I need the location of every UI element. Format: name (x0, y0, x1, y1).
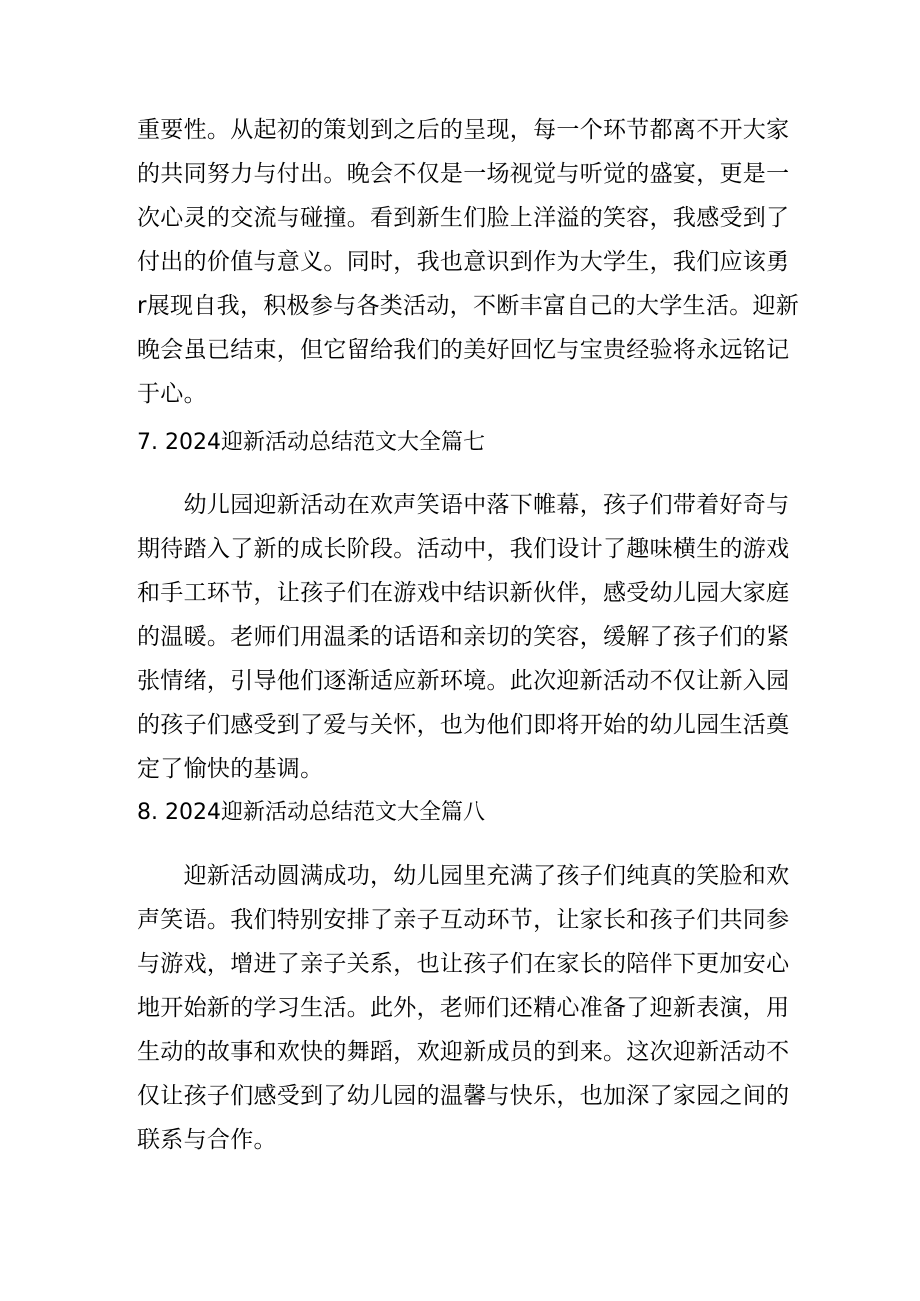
paragraph-line: 迎新活动圆满成功，幼儿园里充满了孩子们纯真的笑脸和欢 (137, 863, 790, 889)
paragraph-line: 晚会虽已结束，但它留给我们的美好回忆与宝贵经验将永远铭记 (137, 337, 790, 363)
paragraph-line: 生动的故事和欢快的舞蹈，欢迎新成员的到来。这次迎新活动不 (137, 1039, 790, 1065)
paragraph-line: 重要性。从起初的策划到之后的呈现，每一个环节都离不开大家 (137, 117, 790, 143)
continuation-paragraph (137, 108, 800, 416)
paragraph-line: 于心。 (137, 381, 207, 407)
section-7-heading: 7. 2024迎新活动总结范文大全篇七 (137, 430, 485, 455)
paragraph-line: 期待踏入了新的成长阶段。活动中，我们设计了趣味横生的游戏 (137, 536, 790, 562)
paragraph-line: 的孩子们感受到了爱与关怀，也为他们即将开始的幼儿园生活奠 (137, 712, 790, 738)
paragraph-line: 声笑语。我们特别安排了亲子互动环节，让家长和孩子们共同参 (137, 907, 790, 933)
paragraph-line: 次心灵的交流与碰撞。看到新生们脸上洋溢的笑容，我感受到了 (137, 205, 790, 231)
paragraph-line: 地开始新的学习生活。此外，老师们还精心准备了迎新表演，用 (137, 995, 790, 1021)
paragraph-line: 付出的价值与意义。同时，我也意识到作为大学生，我们应该勇 (137, 249, 790, 275)
paragraph-line: 的温暖。老师们用温柔的话语和亲切的笑容，缓解了孩子们的紧 (137, 624, 790, 650)
paragraph-line: 联系与合作。 (137, 1127, 277, 1153)
paragraph-line: 与游戏，增进了亲子关系，也让孩子们在家长的陪伴下更加安心 (137, 951, 790, 977)
paragraph-line: 定了愉快的基调。 (137, 756, 324, 782)
paragraph-line: 的共同努力与付出。晚会不仅是一场视觉与听觉的盛宴，更是一 (137, 161, 790, 187)
section-7-paragraph (137, 483, 797, 791)
paragraph-line: 幼儿园迎新活动在欢声笑语中落下帷幕，孩子们带着好奇与 (137, 492, 790, 518)
paragraph-line: 仅让孩子们感受到了幼儿园的温馨与快乐，也加深了家园之间的 (137, 1083, 790, 1109)
section-8-paragraph (137, 854, 797, 1162)
paragraph-line: r展现自我，积极参与各类活动，不断丰富自己的大学生活。迎新 (137, 293, 800, 319)
paragraph-line: 张情绪，引导他们逐渐适应新环境。此次迎新活动不仅让新入园 (137, 668, 790, 694)
paragraph-line: 和手工环节，让孩子们在游戏中结识新伙伴，感受幼儿园大家庭 (137, 580, 790, 606)
section-8-heading: 8. 2024迎新活动总结范文大全篇八 (137, 800, 485, 825)
